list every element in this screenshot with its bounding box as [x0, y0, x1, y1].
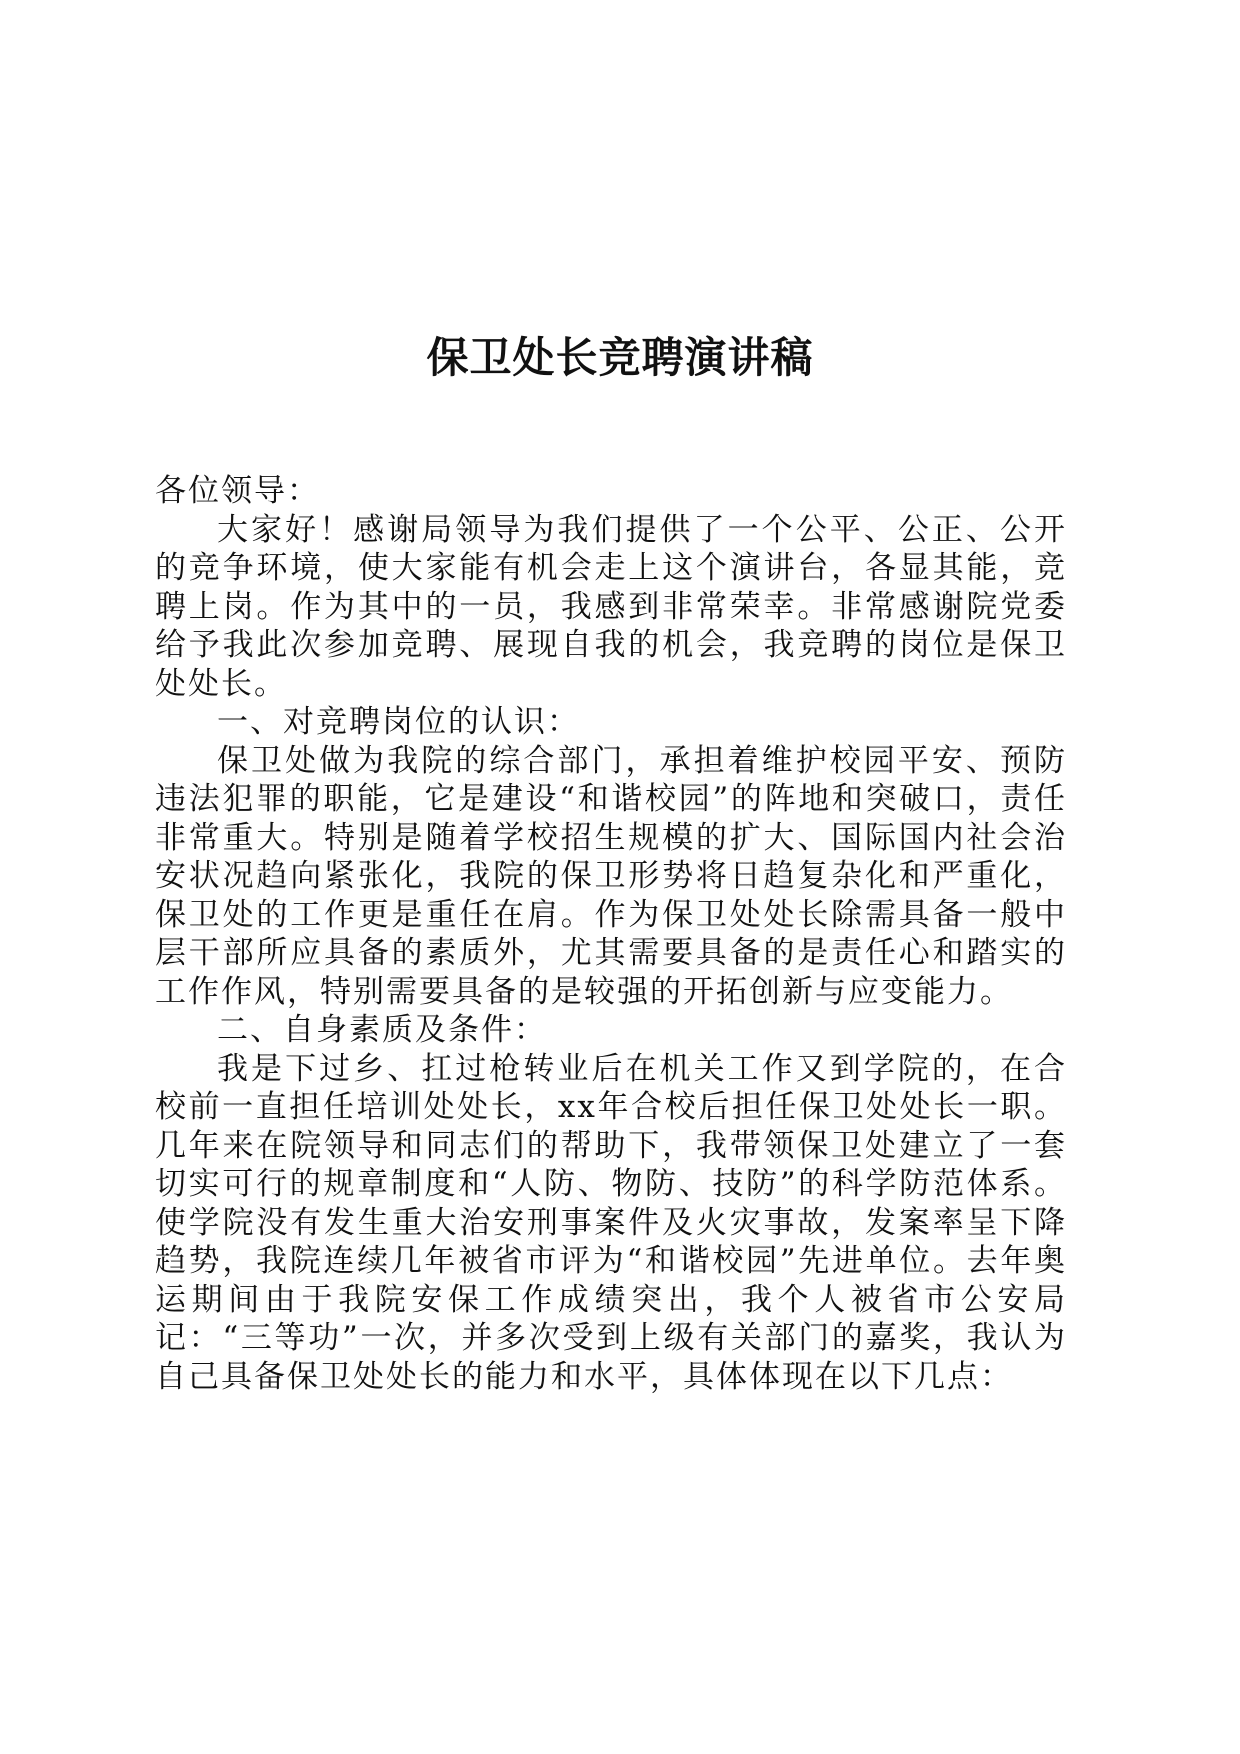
paragraph-greeting: 大家好！感谢局领导为我们提供了一个公平、公正、公开的竞争环境，使大家能有机会走上这个演讲台，各显其能，竞聘上岗。作为其中的一员，我感到非常荣幸。非常感谢院党委给予我此次参加竞聘、展现自我的机会，我竞聘的岗位是保卫处处长。 [155, 511, 1067, 702]
section-heading-1: 一、对竞聘岗位的认识： [217, 704, 580, 740]
paragraph-position-understanding: 保卫处做为我院的综合部门，承担着维护校园平安、预防违法犯罪的职能，它是建设“和谐校园”的阵地和突破口，责任非常重大。特别是随着学校招生规模的扩大、国际国内社会治安状况趋向紧张化，我院的保卫形势将日趋复杂化和严重化，保卫处的工作更是重任在肩。作为保卫处处长除需具备一般中层干部所应具备的素质外，尤其需要具备的是责任心和踏实的工作作风，特别需要具备的是较强的开拓创新与应变能力。 [155, 742, 1067, 1010]
document-body [155, 472, 1067, 1396]
section-heading-2: 二、自身素质及条件： [217, 1012, 547, 1048]
document-title: 保卫处长竞聘演讲稿 [426, 333, 814, 383]
paragraph-qualifications: 我是下过乡、扛过枪转业后在机关工作又到学院的，在合校前一直担任培训处处长，xx年合校后担任保卫处处长一职。几年来在院领导和同志们的帮助下，我带领保卫处建立了一套切实可行的规章制度和“人防、物防、技防”的科学防范体系。使学院没有发生重大治安刑事案件及火灾事故，发案率呈下降趋势，我院连续几年被省市评为“和谐校园”先进单位。去年奥运期间由于我院安保工作成绩突出，我个人被省市公安局记：“三等功”一次，并多次受到上级有关部门的嘉奖，我认为自己具备保卫处处长的能力和水平，具体体现在以下几点： [155, 1050, 1067, 1395]
salutation: 各位领导： [155, 473, 320, 509]
